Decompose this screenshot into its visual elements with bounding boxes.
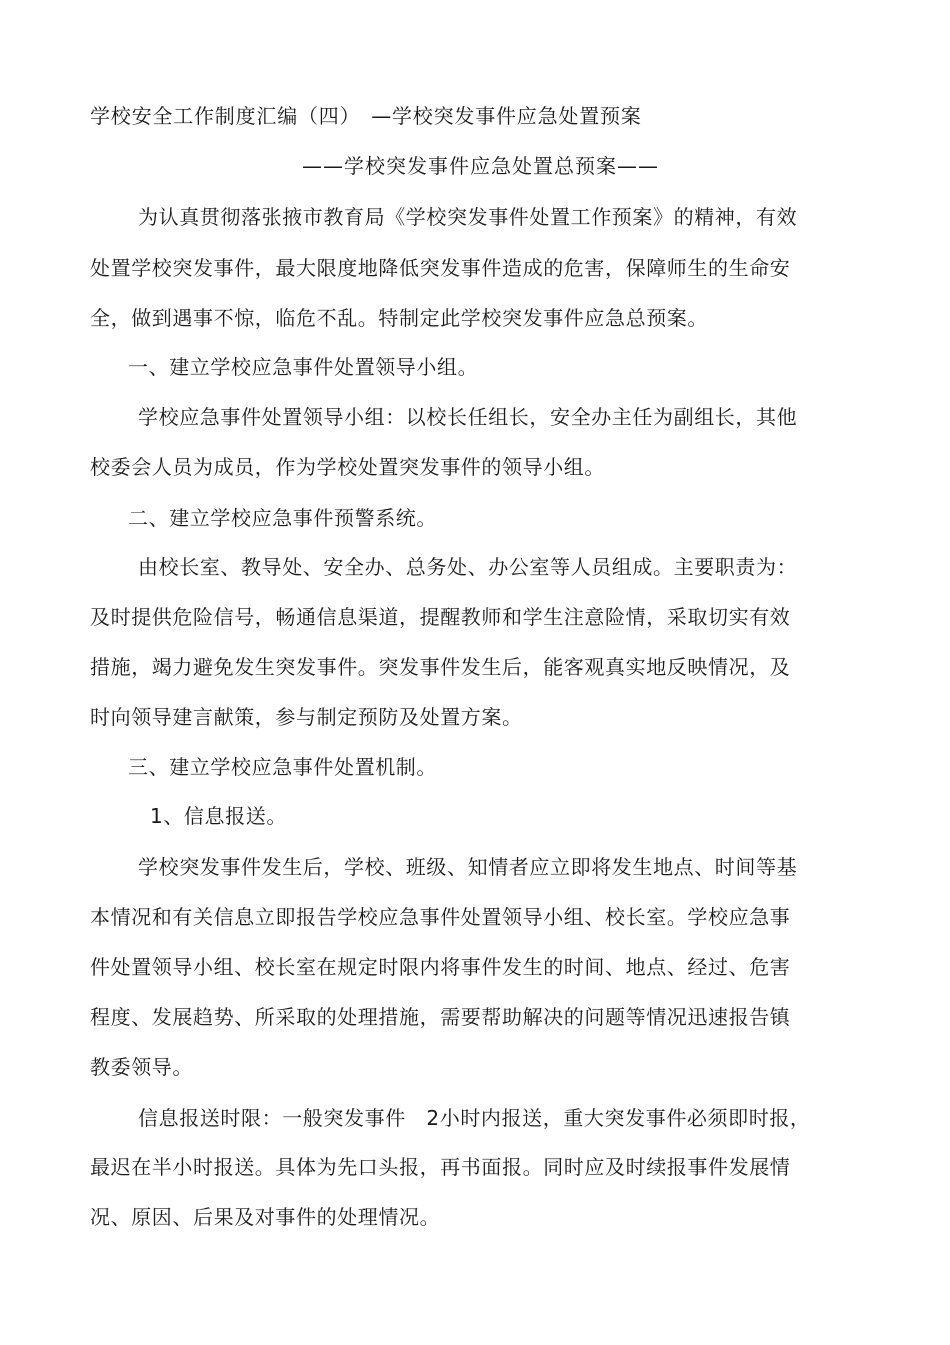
paragraph-line: 学校突发事件发生后，学校、班级、知情者应立即将发生地点、时间等基 <box>138 855 798 879</box>
paragraph-line: 信息报送时限：一般突发事件 2小时内报送，重大突发事件必须即时报， <box>138 1106 811 1130</box>
paragraph-line: 程度、发展趋势、所采取的处理措施，需要帮助解决的问题等情况迅速报告镇 <box>90 1005 791 1029</box>
paragraph-line: 最迟在半小时报送。具体为先口头报，再书面报。同时应及时续报事件发展情 <box>90 1155 791 1179</box>
paragraph-line: 校委会人员为成员，作为学校处置突发事件的领导小组。 <box>90 455 605 479</box>
paragraph-line: 全，做到遇事不惊，临危不乱。特制定此学校突发事件应急总预案。 <box>90 306 708 330</box>
section-heading: 一、建立学校应急事件处置领导小组。 <box>128 355 479 379</box>
paragraph-line: 由校长室、教导处、安全办、总务处、办公室等人员组成。主要职责为： <box>138 555 798 579</box>
subsection-heading: 1、信息报送。 <box>150 804 287 828</box>
paragraph-line: 况、原因、后果及对事件的处理情况。 <box>90 1205 441 1229</box>
paragraph-line: 本情况和有关信息立即报告学校应急事件处置领导小组、校长室。学校应急事 <box>90 905 791 929</box>
paragraph-line: 及时提供危险信号，畅通信息渠道，提醒教师和学生注意险情，采取切实有效 <box>90 605 791 629</box>
section-heading: 三、建立学校应急事件处置机制。 <box>128 755 437 779</box>
section-heading: 二、建立学校应急事件预警系统。 <box>128 506 437 530</box>
paragraph-line: 时向领导建言献策，参与制定预防及处置方案。 <box>90 705 523 729</box>
paragraph-line: 措施，竭力避免发生突发事件。突发事件发生后，能客观真实地反映情况，及 <box>90 655 791 679</box>
document-subtitle: ——学校突发事件应急处置总预案—— <box>302 154 659 178</box>
paragraph-line: 为认真贯彻落张掖市教育局《学校突发事件处置工作预案》的精神，有效 <box>138 205 798 229</box>
paragraph-line: 学校应急事件处置领导小组：以校长任组长，安全办主任为副组长，其他 <box>138 405 798 429</box>
paragraph-line: 件处置领导小组、校长室在规定时限内将事件发生的时间、地点、经过、危害 <box>90 955 791 979</box>
paragraph-line: 教委领导。 <box>90 1055 193 1079</box>
paragraph-line: 处置学校突发事件，最大限度地降低突发事件造成的危害，保障师生的生命安 <box>90 256 791 280</box>
document-title: 学校安全工作制度汇编（四） —学校突发事件应急处置预案 <box>90 104 642 128</box>
